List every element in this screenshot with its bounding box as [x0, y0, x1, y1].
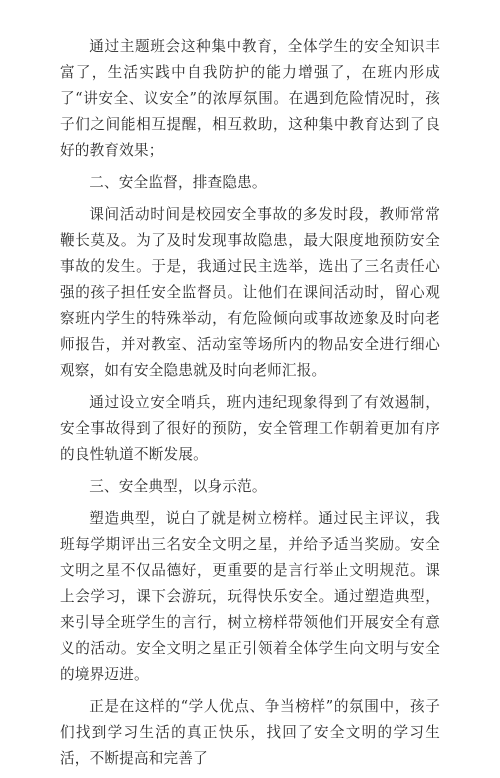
paragraph-theme-class-meeting: 通过主题班会这种集中教育，全体学生的安全知识丰富了，生活实践中自我防护的能力增强了，在班内形成了“讲安全、议安全”的浓厚氛围。在遇到危险情况时，孩子们之间能相互提醒，相互救助，这种集中教育达到了良好的教育效果；	[60, 38, 440, 159]
section-heading-role-models: 三、安全典型，以身示范。	[89, 478, 267, 495]
paragraph-safety-sentinel: 通过设立安全哨兵，班内违纪现象得到了有效遏制，安全事故得到了很好的预防，安全管理工作朝着更加有序的良性轨道不断发展。	[60, 394, 440, 463]
paragraph-safety-stars: 塑造典型，说白了就是树立榜样。通过民主评议，我班每学期评出三名安全文明之星，并给予适当奖励。安全文明之星不仅品德好，更重要的是言行举止文明规范。课上会学习，课下会游玩，玩得快乐安全。通过塑造典型，来引导全班学生的言行，树立榜样带领他们开展安全有意义的活动。安全文明之星正引领着全体学生向文明与安全的境界迈进。	[60, 510, 440, 683]
paragraph-conclusion: 正是在这样的“学人优点、争当榜样”的氛围中，孩子们找到学习生活的真正快乐，找回了安全文明的学习生活，不断提高和完善了	[60, 698, 440, 767]
document-body	[60, 34, 440, 778]
section-heading-supervision: 二、安全监督，排查隐患。	[89, 174, 267, 191]
paragraph-break-time-safety: 课间活动时间是校园安全事故的多发时段，教师常常鞭长莫及。为了及时发现事故隐患，最大限度地预防安全事故的发生。于是，我通过民主选举，选出了三名责任心强的孩子担任安全监督员。让他们在课间活动时，留心观察班内学生的特殊举动，有危险倾向或事故迹象及时向老师报告，并对教室、活动室等场所内的物品安全进行细心观察，如有安全隐患就及时向老师汇报。	[60, 206, 440, 379]
